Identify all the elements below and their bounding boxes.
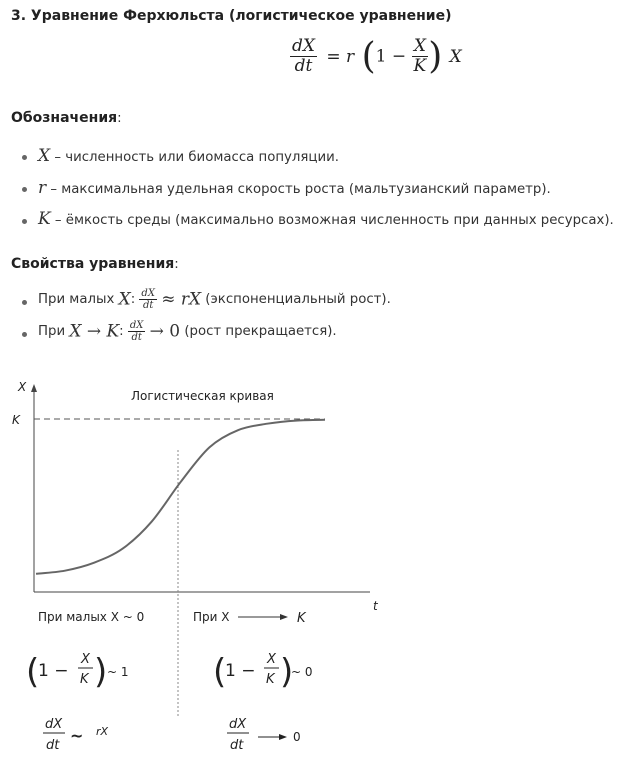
main-eq-ratio-num: X xyxy=(412,37,429,57)
left-caption: При малых X ~ 0 xyxy=(38,610,145,624)
notation-item-k xyxy=(38,209,614,229)
properties-heading-text: Свойства уравнения xyxy=(11,256,175,272)
property-suffix: (рост прекращается). xyxy=(180,324,337,339)
right-paren-open: ( xyxy=(213,652,227,692)
notation-heading-colon: : xyxy=(117,111,122,126)
properties-heading xyxy=(11,253,179,272)
bullet-icon xyxy=(22,155,27,160)
main-eq-den: dt xyxy=(294,56,313,76)
bullet-icon xyxy=(22,332,27,337)
main-equation xyxy=(290,36,462,77)
property-var: X xyxy=(118,289,131,310)
bullet-icon xyxy=(22,300,27,305)
main-eq-tail: X xyxy=(449,46,462,67)
notation-symbol: K xyxy=(38,209,51,229)
property-deriv-den: dt xyxy=(142,300,154,311)
main-eq-one-minus: 1 − xyxy=(375,46,407,67)
left-deriv-num: dX xyxy=(45,717,63,732)
x-axis-label: t xyxy=(373,599,378,613)
property-deriv-den: dt xyxy=(131,332,142,343)
notation-heading-text: Обозначения xyxy=(11,110,118,126)
property-arrow: → 0 xyxy=(149,321,181,342)
bullet-icon xyxy=(22,187,27,192)
property-deriv-num: dX xyxy=(141,288,155,299)
right-caption-suffix: K xyxy=(297,611,306,626)
notation-text: – ёмкость среды (максимально возможная численность при данных ресурсах). xyxy=(50,213,614,228)
right-caption-prefix: При X xyxy=(193,610,230,624)
property-colon: : xyxy=(119,324,124,339)
property-expr: X → K xyxy=(69,321,120,342)
arrow-icon-head xyxy=(279,734,287,740)
property-item-x-to-k xyxy=(38,320,337,343)
property-colon: : xyxy=(130,292,136,307)
main-eq-right-paren: ) xyxy=(428,36,443,77)
logistic-curve-series xyxy=(36,420,325,574)
main-eq-equals-r: = r xyxy=(326,46,355,67)
properties-heading-colon: : xyxy=(174,257,179,272)
right-deriv-num: dX xyxy=(229,717,247,732)
left-ratio-num: X xyxy=(81,652,90,667)
left-ratio-den: K xyxy=(80,672,89,687)
left-paren-close: ) xyxy=(94,652,108,692)
notation-text: – численность или биомасса популяции. xyxy=(50,150,339,165)
left-one-minus: 1 − xyxy=(38,661,69,681)
main-eq-ratio-den: K xyxy=(413,56,427,76)
property-derivative xyxy=(128,320,146,343)
property-item-small-x xyxy=(38,288,391,311)
main-eq-left-paren: ( xyxy=(361,36,376,77)
property-derivative xyxy=(139,288,157,311)
left-deriv-tilde: ~ xyxy=(70,726,84,745)
y-axis-arrow xyxy=(31,384,37,392)
arrow-icon-head xyxy=(280,614,288,620)
main-eq-num: dX xyxy=(292,36,315,57)
notation-heading xyxy=(11,107,122,126)
bullet-icon xyxy=(22,219,27,224)
notation-text: – максимальная удельная скорость роста (мальтузианский параметр). xyxy=(46,182,551,197)
main-eq-derivative xyxy=(290,37,317,75)
property-prefix: При xyxy=(38,324,70,339)
right-paren-close: ) xyxy=(280,652,294,692)
notation-item-r xyxy=(38,178,551,198)
left-paren-open: ( xyxy=(26,652,40,692)
property-deriv-num: dX xyxy=(129,320,144,331)
figure-title: Логистическая кривая xyxy=(131,389,274,403)
right-one-minus: 1 − xyxy=(225,661,256,681)
property-prefix: При малых xyxy=(38,292,119,307)
notation-symbol: r xyxy=(38,178,47,198)
k-label: K xyxy=(12,413,20,427)
y-axis-label: X xyxy=(18,380,27,394)
right-ratio-num: X xyxy=(267,652,276,667)
right-deriv-den: dt xyxy=(230,738,244,753)
notation-item-x xyxy=(38,146,339,166)
left-approx: ~ 1 xyxy=(107,665,129,679)
section-title: 3. Уравнение Ферхюльста (логистическое уравнение) xyxy=(11,8,452,24)
right-deriv-result: 0 xyxy=(293,730,301,744)
notation-symbol: X xyxy=(38,146,51,166)
right-approx: ~ 0 xyxy=(291,665,313,679)
left-deriv-result: rX xyxy=(96,725,109,738)
property-approx: ≈ rX xyxy=(161,289,202,310)
right-ratio-den: K xyxy=(266,672,275,687)
left-deriv-den: dt xyxy=(46,738,60,753)
logistic-figure xyxy=(0,370,624,764)
property-suffix: (экспоненциальный рост). xyxy=(201,292,391,307)
main-eq-ratio xyxy=(412,37,429,75)
